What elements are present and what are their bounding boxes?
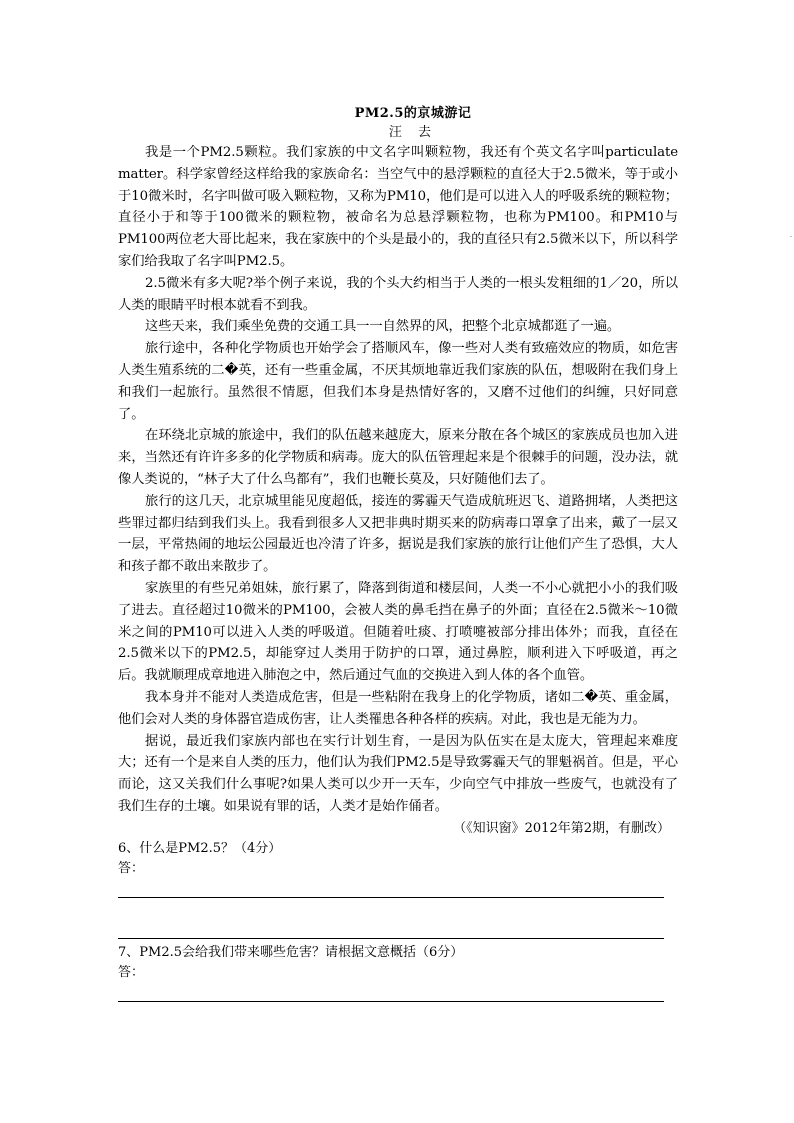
question-7: 7、PM2.5会给我们带来哪些危害？请根据文意概括（6分） xyxy=(118,944,464,960)
paragraph: 旅行途中，各种化学物质也开始学会了搭顺风车，像一些对人类有致癌效应的物质，如危害人类生殖系统的二�英，还有一些重金属，不厌其烦地靠近我们家族的队伍，想吸附在我们身上和我们一起旅行。虽然很不情愿，但我们本身是热情好客的，又磨不过他们的纠缠，只好同意了。 xyxy=(118,341,678,422)
paragraph: 在环绕北京城的旅途中，我们的队伍越来越庞大，原来分散在各个城区的家族成员也加入进来，当然还有许许多多的化学物质和病毒。庞大的队伍管理起来是个很棘手的问题，没办法，就像人类说的，“林子大了什么鸟都有”，我们也鞭长莫及，只好随他们去了。 xyxy=(118,428,678,487)
stray-mark: . xyxy=(790,232,792,239)
paragraph: 据说，最近我们家族内部也在实行计划生育，一是因为队伍实在是太庞大，管理起来难度大；还有一个是来自人类的压力，他们认为我们PM2.5是导致雾霾天气的罪魁祸首。但是，平心而论，这又关我们什么事呢?如果人类可以少开一天车，少向空气中排放一些废气，也就没有了我们生存的土壤。如果说有罪的话，人类才是始作俑者。 xyxy=(118,733,678,814)
article-author: 汪 去 xyxy=(388,125,438,140)
paragraph: 2.5微米有多大呢?举个例子来说，我的个头大约相当于人类的一根头发粗细的1／20，所以人类的眼睛平时根本就看不到我。 xyxy=(118,275,678,313)
article-title: PM2.5的京城游记 xyxy=(354,106,472,121)
paragraph: 我本身并不能对人类造成危害，但是一些粘附在我身上的化学物质，诸如二�英、重金属，他们会对人类的身体器官造成伤害，让人类罹患各种各样的疾病。对此，我也是无能为力。 xyxy=(118,689,678,727)
question-6: 6、什么是PM2.5？（4分） xyxy=(118,840,282,856)
document-page xyxy=(118,104,678,1002)
paragraph: 旅行的这几天，北京城里能见度超低，接连的雾霾天气造成航班迟飞、道路拥堵，人类把这些罪过都归结到我们头上。我看到很多人又把非典时期买来的防病毒口罩拿了出来，戴了一层又一层，平常热闹的地坛公园最近也冷清了许多，据说是我们家族的旅行让他们产生了恐惧，大人和孩子都不敢出来散步了。 xyxy=(118,493,678,575)
answer-label-7: 答： xyxy=(118,964,145,980)
answer-label-6: 答： xyxy=(118,860,145,876)
answer-line xyxy=(118,1001,664,1002)
paragraph: 我是一个PM2.5颗粒。我们家族的中文名字叫颗粒物，我还有个英文名字叫particulate matter。科学家曾经这样给我的家族命名：当空气中的悬浮颗粒的直径大于2.5微米，等于或小于10微米时，名字叫做可吸入颗粒物，又称为PM10，他们是可以进入人的呼吸系统的颗粒物；直径小于和等于100微米的颗粒物，被命名为总悬浮颗粒物，也称为PM100。和PM10与PM100两位老大哥比起来，我在家族中的个头是最小的，我的直径只有2.5微米以下，所以科学家们给我取了名字叫PM2.5。 xyxy=(118,145,678,269)
source-citation: （《知识窗》2012年第2期，有删改） xyxy=(453,820,670,836)
paragraph: 家族里的有些兄弟姐妹，旅行累了，降落到街道和楼层间，人类一不小心就把小小的我们吸了进去。直径超过10微米的PM100，会被人类的鼻毛挡在鼻子的外面；直径在2.5微米～10微米之间的PM10可以进入人类的呼吸道。但随着吐痰、打喷嚏被部分排出体外；而我，直径在2.5微米以下的PM2.5，却能穿过人类用于防护的口罩，通过鼻腔，顺利进入下呼吸道，再之后。我就顺理成章地进入肺泡之中，然后通过气血的交换进入到人体的各个血管。 xyxy=(118,580,678,684)
paragraph: 这些天来，我们乘坐免费的交通工具一一自然界的风，把整个北京城都逛了一遍。 xyxy=(145,319,621,335)
